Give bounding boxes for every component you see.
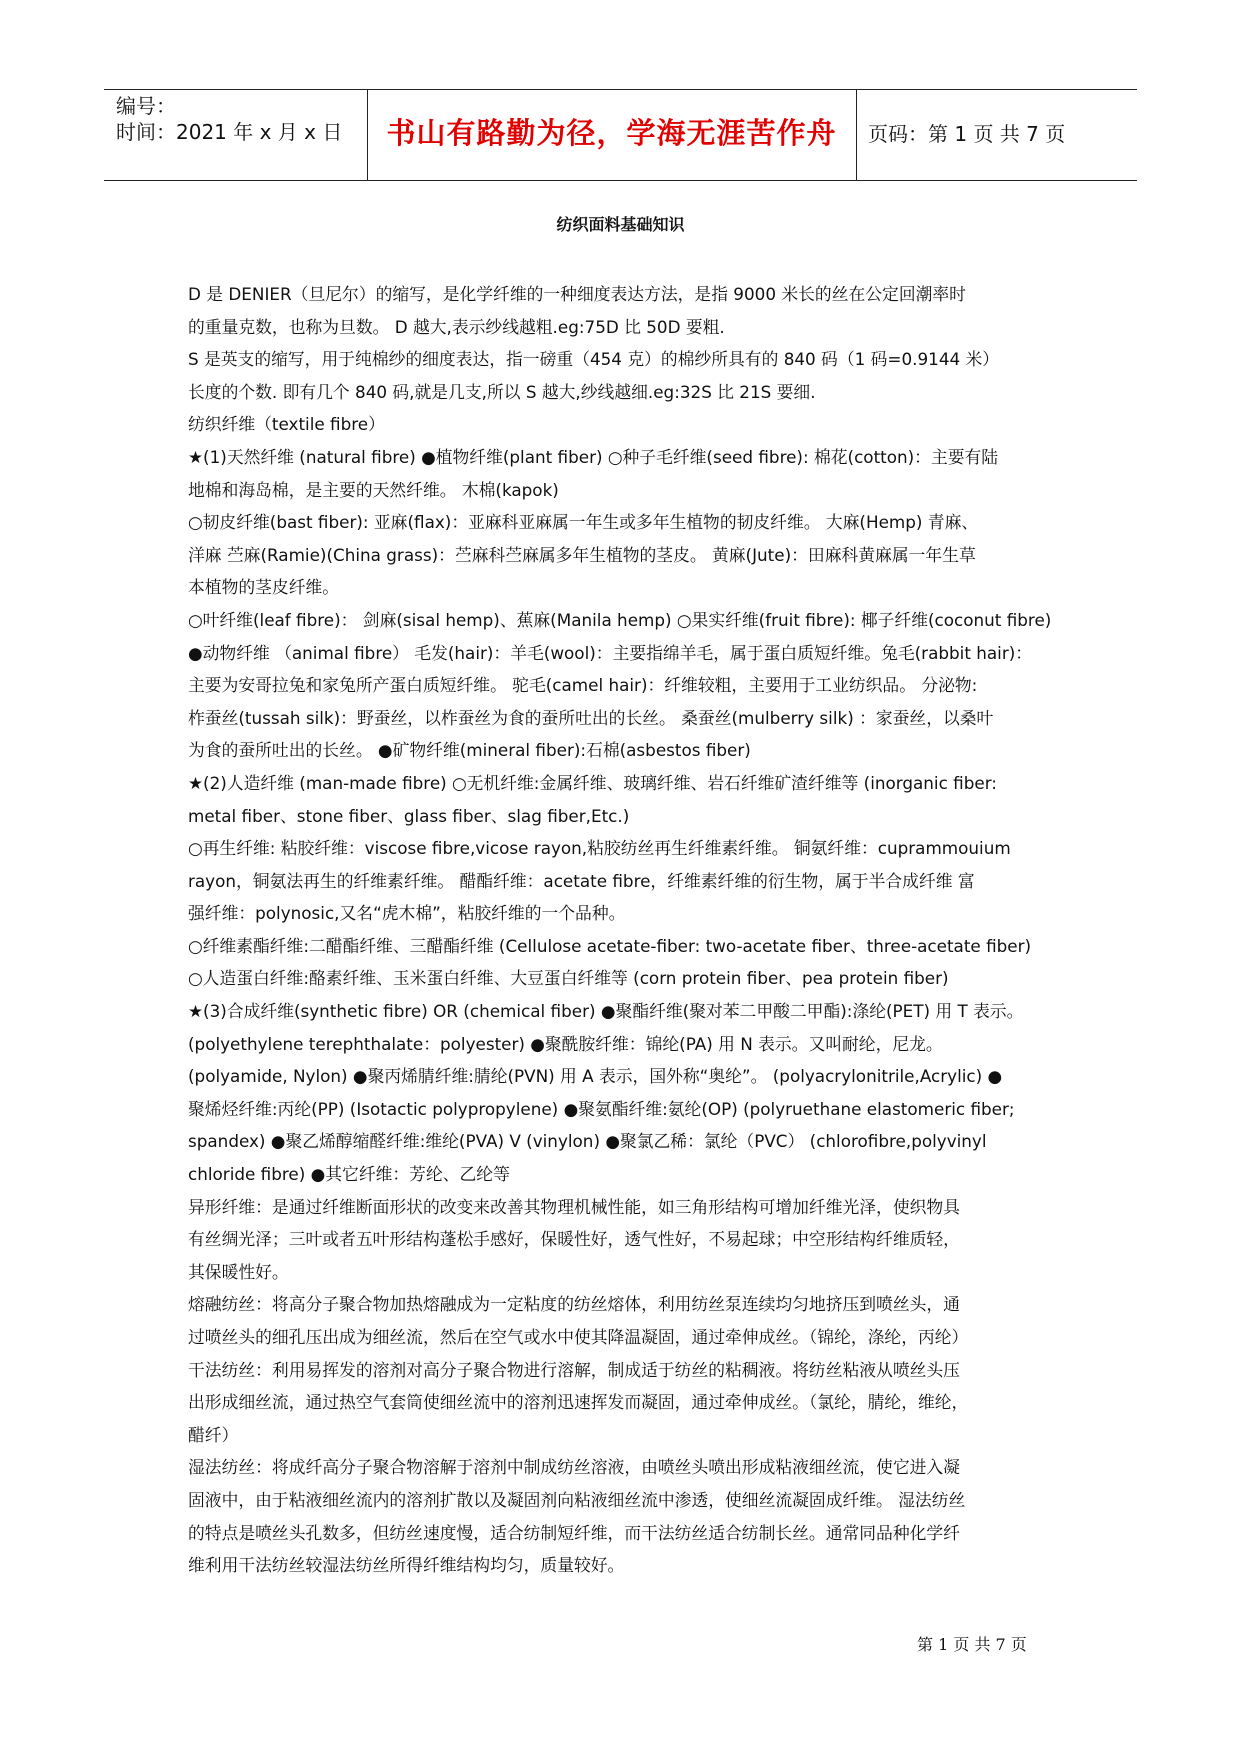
body-line: 洋麻 苎麻(Ramie)(China grass)：苎麻科苎麻属多年生植物的茎皮。 黄麻(Jute)：田麻科黄麻属一年生草	[188, 544, 976, 565]
body-line: ○韧皮纤维(bast fiber): 亚麻(flax)：亚麻科亚麻属一年生或多年生植物的韧皮纤维。 大麻(Hemp) 青麻、	[188, 512, 979, 533]
body-line: 聚烯烃纤维:丙纶(PP) (Isotactic polypropylene) ●聚氨酯纤维:氨纶(OP) (polyruethane elastomeric fiber;	[188, 1098, 1015, 1119]
body-line: 有丝绸光泽；三叶或者五叶形结构蓬松手感好，保暖性好，透气性好，不易起球；中空形结构纤维质轻，	[188, 1229, 960, 1250]
body-line: ○再生纤维: 粘胶纤维：viscose fibre,vicose rayon,粘胶纺丝再生纤维素纤维。 铜氨纤维：cuprammouium	[188, 838, 1011, 859]
body-line: 湿法纺丝：将成纤高分子聚合物溶解于溶剂中制成纺丝溶液，由喷丝头喷出形成粘液细丝流，使它进入凝	[188, 1457, 960, 1478]
body-line: 异形纤维：是通过纤维断面形状的改变来改善其物理机械性能，如三角形结构可增加纤维光泽，使织物具	[188, 1196, 960, 1217]
body-line: 醋纤）	[188, 1424, 239, 1445]
body-line: 纺织纤维（textile fibre）	[188, 414, 385, 435]
body-line: 柞蚕丝(tussah silk)：野蚕丝，以柞蚕丝为食的蚕所吐出的长丝。 桑蚕丝(mulberry silk) ：家蚕丝，以桑叶	[188, 707, 994, 728]
body-line: ★(3)合成纤维(synthetic fibre) OR (chemical fiber) ●聚酯纤维(聚对苯二甲酸二甲酯):涤纶(PET) 用 T 表示。	[188, 1001, 1024, 1022]
body-line: 强纤维：polynosic,又名“虎木棉”，粘胶纤维的一个品种。	[188, 903, 626, 924]
body-line: 出形成细丝流，通过热空气套筒使细丝流中的溶剂迅速挥发而凝固，通过牵伸成丝。（氯纶，腈纶，维纶，	[188, 1392, 969, 1413]
body-line: 主要为安哥拉兔和家兔所产蛋白质短纤维。 驼毛(camel hair)：纤维较粗，主要用于工业纺织品。 分泌物:	[188, 675, 978, 696]
body-line: 维利用干法纺丝较湿法纺丝所得纤维结构均匀，质量较好。	[188, 1555, 625, 1576]
body-line: ●动物纤维 （animal fibre） 毛发(hair)：羊毛(wool)：主要指绵羊毛，属于蛋白质短纤维。兔毛(rabbit hair)：	[188, 642, 1033, 663]
body-line: (polyethylene terephthalate：polyester) ●聚酰胺纤维：锦纶(PA) 用 N 表示。又叫耐纶，尼龙。	[188, 1033, 943, 1054]
document-header	[104, 89, 1137, 181]
body-line: 本植物的茎皮纤维。	[188, 577, 340, 598]
body-line: ★(2)人造纤维 (man-made fibre) ○无机纤维:金属纤维、玻璃纤维、岩石纤维矿渣纤维等 (inorganic fiber:	[188, 772, 997, 793]
body-line: spandex) ●聚乙烯醇缩醛纤维:维纶(PVA) V (vinylon) ●聚氯乙稀：氯纶（PVC） (chlorofibre,polyvinyl	[188, 1131, 987, 1152]
body-line: D 是 DENIER（旦尼尔）的缩写，是化学纤维的一种细度表达方法，是指 9000 米长的丝在公定回潮率时	[188, 284, 966, 304]
body-line: ★(1)天然纤维 (natural fibre) ●植物纤维(plant fiber) ○种子毛纤维(seed fibre): 棉花(cotton)：主要有陆	[188, 446, 999, 467]
body-line: 地棉和海岛棉，是主要的天然纤维。 木棉(kapok)	[188, 479, 559, 500]
body-line: 的特点是喷丝头孔数多，但纺丝速度慢，适合纺制短纤维，而干法纺丝适合纺制长丝。通常同品种化学纤	[188, 1522, 960, 1543]
header-page-label: 页码：第 1 页 共 7 页	[868, 122, 1066, 146]
body-line: ○人造蛋白纤维:酪素纤维、玉米蛋白纤维、大豆蛋白纤维等 (corn protein fiber、pea protein fiber)	[188, 968, 949, 989]
body-line: chloride fibre) ●其它纤维：芳纶、乙纶等	[188, 1164, 510, 1185]
page-footer: 第 1 页 共 7 页	[917, 1635, 1027, 1654]
document-title: 纺织面料基础知识	[556, 215, 685, 234]
body-line: 的重量克数，也称为旦数。 D 越大,表示纱线越粗.eg:75D 比 50D 要粗.	[188, 316, 725, 337]
header-motto: 书山有路勤为径，学海无涯苦作舟	[386, 116, 837, 150]
body-line: 为食的蚕所吐出的长丝。 ●矿物纤维(mineral fiber):石棉(asbestos fiber)	[188, 740, 751, 761]
body-line: 长度的个数. 即有几个 840 码,就是几支,所以 S 越大,纱线越细.eg:32S 比 21S 要细.	[188, 381, 816, 402]
body-line: ○叶纤维(leaf fibre)： 剑麻(sisal hemp)、蕉麻(Manila hemp) ○果实纤维(fruit fibre): 椰子纤维(coconut fibre)	[188, 609, 1052, 630]
document-number-label: 编号：	[116, 94, 176, 118]
body-line: 熔融纺丝：将高分子聚合物加热熔融成为一定粘度的纺丝熔体，利用纺丝泵连续均匀地挤压到喷丝头，通	[188, 1294, 960, 1315]
document-time-label: 时间：2021 年 x 月 x 日	[116, 120, 343, 144]
body-line: S 是英支的缩写，用于纯棉纱的细度表达，指一磅重（454 克）的棉纱所具有的 840 码（1 码=0.9144 米）	[188, 349, 1000, 370]
body-line: ○纤维素酯纤维:二醋酯纤维、三醋酯纤维 (Cellulose acetate-fiber: two-acetate fiber、three-acetate fiber)	[188, 935, 1032, 956]
body-line: (polyamide, Nylon) ●聚丙烯腈纤维:腈纶(PVN) 用 A 表示，国外称“奥纶”。 (polyacrylonitrile,Acrylic) ●	[188, 1066, 1003, 1087]
body-line: 其保暖性好。	[188, 1261, 289, 1282]
document-body	[188, 278, 1070, 1582]
body-line: rayon，铜氨法再生的纤维素纤维。 醋酯纤维：acetate fibre，纤维素纤维的衍生物，属于半合成纤维 富	[188, 870, 975, 891]
body-line: 干法纺丝：利用易挥发的溶剂对高分子聚合物进行溶解，制成适于纺丝的粘稠液。将纺丝粘液从喷丝头压	[188, 1359, 960, 1380]
header-divider	[856, 90, 857, 180]
body-line: metal fiber、stone fiber、glass fiber、slag fiber,Etc.)	[188, 805, 630, 826]
body-line: 固液中，由于粘液细丝流内的溶剂扩散以及凝固剂向粘液细丝流中渗透，使细丝流凝固成纤维。 湿法纺丝	[188, 1489, 966, 1510]
body-line: 过喷丝头的细孔压出成为细丝流，然后在空气或水中使其降温凝固，通过牵伸成丝。（锦纶，涤纶，丙纶）	[188, 1327, 969, 1347]
